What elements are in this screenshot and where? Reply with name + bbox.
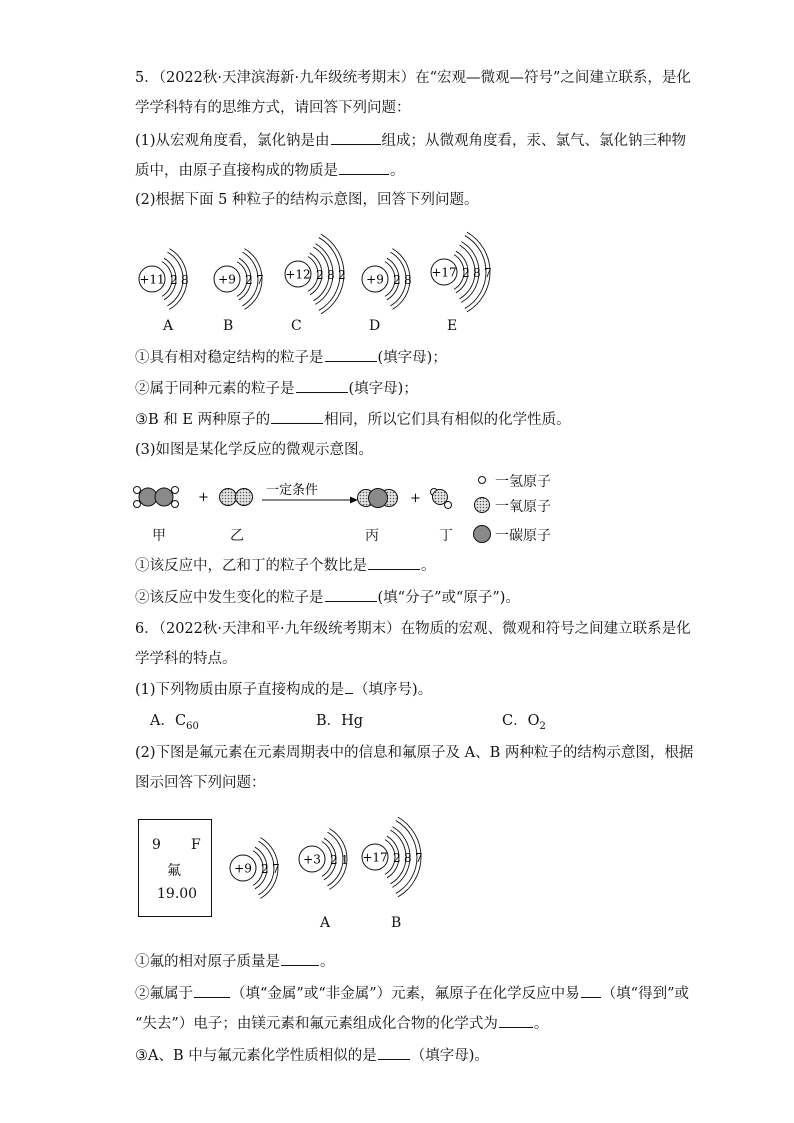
shell-electron-count: 8	[473, 266, 481, 280]
q5-part1-text-c: 质中，由原子直接构成的物质是	[135, 163, 338, 179]
atom-structure-diagram	[362, 817, 423, 897]
nucleus-charge: +12	[285, 267, 311, 282]
q5-reaction-sub2-text-b: (填“分子”或“原子”)。	[377, 590, 520, 606]
plus-sign: +	[198, 490, 209, 505]
legend-oxygen: 一氧原子	[495, 499, 551, 515]
q5-part3-heading: (3)如图是某化学反应的微观示意图。	[135, 442, 374, 458]
atom-structure-diagram	[139, 249, 189, 310]
answer-blank[interactable]	[499, 1013, 533, 1028]
atom-label: B	[391, 915, 402, 931]
shell-electron-count: 8	[327, 268, 335, 282]
answer-blank[interactable]	[281, 951, 319, 966]
nucleus-charge: +17	[362, 850, 388, 865]
q6-part2-line1: (2)下图是氟元素在元素周期表中的信息和氟原子及 A、B 两种粒子的结构示意图，根据	[135, 745, 694, 761]
nucleus-charge: +3	[303, 852, 321, 867]
atom-label: B	[223, 318, 234, 334]
shell-electron-count: 7	[272, 862, 280, 876]
q5-sub3	[135, 409, 571, 430]
q6-sub2-text-e: 。	[533, 1016, 549, 1032]
q6-sub1	[135, 951, 335, 972]
q5-part2-heading: (2)根据下面 5 种粒子的结构示意图，回答下列问题。	[135, 192, 479, 208]
molecule-name-jia: 甲	[152, 528, 166, 544]
arrow-head-icon	[350, 497, 358, 504]
atom-structure-diagram	[431, 232, 492, 312]
oxygen-atom	[236, 489, 253, 506]
element-name: 氟	[167, 863, 181, 879]
atom-structure-diagram	[299, 829, 349, 890]
shell-electron-count: 2	[393, 851, 401, 865]
legend-carbon-icon	[474, 526, 491, 543]
shell-electron-count: 1	[341, 853, 349, 867]
answer-blank[interactable]	[368, 555, 420, 570]
atom-label: E	[447, 318, 458, 334]
atom-structure-diagram	[285, 234, 346, 314]
answer-blank[interactable]	[325, 347, 377, 362]
q5-sub2-text-a: ②属于同种元素的粒子是	[135, 381, 295, 397]
q5-reaction-sub2	[135, 587, 520, 608]
molecule-jia	[134, 487, 179, 508]
nucleus-charge: +9	[366, 272, 384, 287]
q5-sub3-text-a: ③B 和 E 两种原子的	[135, 412, 271, 428]
q6-intro-line2: 学学科的特点。	[135, 651, 237, 667]
shell-electron-count: 2	[330, 853, 338, 867]
q6-option-a-text: A．C	[150, 713, 187, 729]
atom-label: D	[369, 318, 381, 334]
molecule-ding	[431, 489, 452, 509]
q5-sub1	[135, 347, 447, 368]
nucleus-charge: +9	[234, 861, 252, 876]
hydrogen-atom	[172, 487, 179, 494]
answer-blank[interactable]	[345, 679, 353, 694]
shell-electron-count: 2	[261, 862, 269, 876]
q6-option-c-sub: 2	[539, 720, 546, 732]
q6-part1-text-b: （填序号)。	[354, 682, 433, 698]
molecule-name-yi: 乙	[230, 528, 244, 544]
hydrogen-atom	[134, 487, 141, 494]
carbon-atom	[155, 488, 173, 506]
shell-electron-count: 2	[316, 268, 324, 282]
answer-blank[interactable]	[339, 160, 389, 175]
answer-blank[interactable]	[296, 378, 348, 393]
q5-part1-text-d: 。	[390, 163, 405, 179]
nucleus-charge: +9	[218, 272, 236, 287]
oxygen-atom	[220, 489, 237, 506]
shell-electron-count: 8	[404, 851, 412, 865]
q5-part1-line1	[135, 130, 686, 151]
answer-blank[interactable]	[378, 1045, 410, 1060]
nucleus-charge: +11	[139, 272, 165, 287]
molecule-name-bing: 丙	[365, 528, 379, 544]
q5-sub2-text-b: (填字母)；	[348, 381, 418, 397]
q6-sub2-text-d: “失去”）电子；由镁元素和氟元素组成化合物的化学式为	[135, 1016, 498, 1032]
answer-blank[interactable]	[194, 983, 230, 998]
legend-hydrogen: 一氢原子	[495, 474, 551, 490]
element-symbol: F	[191, 837, 201, 853]
nucleus-charge: +17	[431, 265, 457, 280]
shell-electron-count: 7	[256, 273, 264, 287]
molecule-bing	[358, 489, 398, 508]
hydrogen-atom	[172, 501, 179, 508]
legend-oxygen-icon	[475, 498, 490, 513]
q5-reaction-sub1-text-b: 。	[421, 558, 436, 574]
shell-electron-count: 7	[484, 266, 492, 280]
q6-sub2-text-c: （填“得到”或	[601, 986, 689, 1002]
q6-option-b[interactable]: B．Hg	[316, 713, 364, 729]
q6-sub3	[135, 1045, 489, 1066]
molecule-yi	[220, 489, 253, 506]
shell-electron-count: 2	[170, 273, 178, 287]
q5-reaction-sub1	[135, 555, 436, 576]
q6-sub2-line2	[135, 1013, 548, 1034]
reaction-condition: 一定条件	[266, 483, 319, 498]
q6-part1	[135, 679, 432, 700]
q5-sub1-text-a: ①具有相对稳定结构的粒子是	[135, 350, 324, 366]
q5-intro-line1: 5．（2022秋·天津滨海新·九年级统考期末）在“宏观—微观—符号”之间建立联系，是化	[135, 70, 691, 86]
answer-blank[interactable]	[331, 130, 381, 145]
q5-part1-line2	[135, 160, 405, 181]
element-number: 9	[152, 837, 161, 853]
q5-atom-diagrams	[130, 222, 550, 317]
legend-hydrogen-icon	[479, 477, 486, 484]
q5-sub1-text-b: (填字母)；	[377, 350, 447, 366]
q6-sub2-text-b: （填“金属”或“非金属”）元素，氟原子在化学反应中易	[231, 986, 580, 1002]
atom-structure-diagram	[230, 838, 280, 899]
legend-carbon: 一碳原子	[495, 528, 551, 544]
shell-electron-count: 8	[404, 273, 412, 287]
q5-reaction-sub1-text-a: ①该反应中，乙和丁的粒子个数比是	[135, 558, 367, 574]
atom-structure-diagram	[214, 249, 264, 310]
shell-electron-count: 2	[462, 266, 470, 280]
q6-sub1-text-a: ①氟的相对原子质量是	[135, 954, 280, 970]
q6-intro-line1: 6．（2022秋·天津和平·九年级统考期末）在物质的宏观、微观和符号之间建立联系是化	[135, 621, 691, 637]
atom-structure-diagram	[362, 249, 412, 310]
q5-part1-text-b: 组成；从微观角度看，汞、氯气、氯化钠三种物	[381, 133, 687, 149]
q6-atom-diagrams	[225, 808, 455, 903]
atom-label: A	[320, 915, 331, 931]
molecule-name-ding: 丁	[439, 528, 453, 544]
shell-electron-count: 7	[415, 851, 423, 865]
q6-sub2-text-a: ②氟属于	[135, 986, 193, 1002]
atom-label: A	[163, 318, 174, 334]
answer-blank[interactable]	[581, 983, 601, 998]
q6-part1-text-a: (1)下列物质由原子直接构成的是	[135, 682, 345, 698]
q5-reaction-sub2-text-a: ②该反应中发生变化的粒子是	[135, 590, 324, 606]
carbon-atom	[369, 489, 388, 508]
q6-part2-line2: 图示回答下列问题：	[135, 775, 266, 791]
q6-option-c[interactable]	[502, 711, 546, 737]
carbon-atom	[139, 488, 157, 506]
plus-sign: +	[410, 491, 421, 506]
answer-blank[interactable]	[271, 409, 323, 424]
q6-option-a-sub: 60	[186, 720, 199, 732]
shell-electron-count: 2	[338, 268, 346, 282]
q5-sub2	[135, 378, 418, 399]
element-mass: 19.00	[157, 886, 198, 902]
q5-sub3-text-b: 相同，所以它们具有相似的化学性质。	[324, 412, 571, 428]
q6-sub3-text-a: ③A、B 中与氟元素化学性质相似的是	[135, 1048, 377, 1064]
hydrogen-atom	[134, 501, 141, 508]
q5-intro-line2: 学学科特有的思维方式，请回答下列问题：	[135, 100, 411, 116]
q6-sub2-line1	[135, 983, 689, 1004]
oxygen-atom	[433, 490, 448, 505]
q6-sub3-text-b: （填字母)。	[410, 1048, 489, 1064]
shell-electron-count: 2	[245, 273, 253, 287]
q5-part1-text-a: (1)从宏观角度看，氯化钠是由	[135, 133, 330, 149]
atom-label: C	[291, 318, 302, 334]
shell-electron-count: 2	[393, 273, 401, 287]
q6-option-a[interactable]	[150, 711, 199, 737]
shell-electron-count: 8	[181, 273, 189, 287]
q6-sub1-text-b: 。	[320, 954, 335, 970]
q6-option-c-text: C．O	[502, 713, 540, 729]
answer-blank[interactable]	[325, 587, 377, 602]
